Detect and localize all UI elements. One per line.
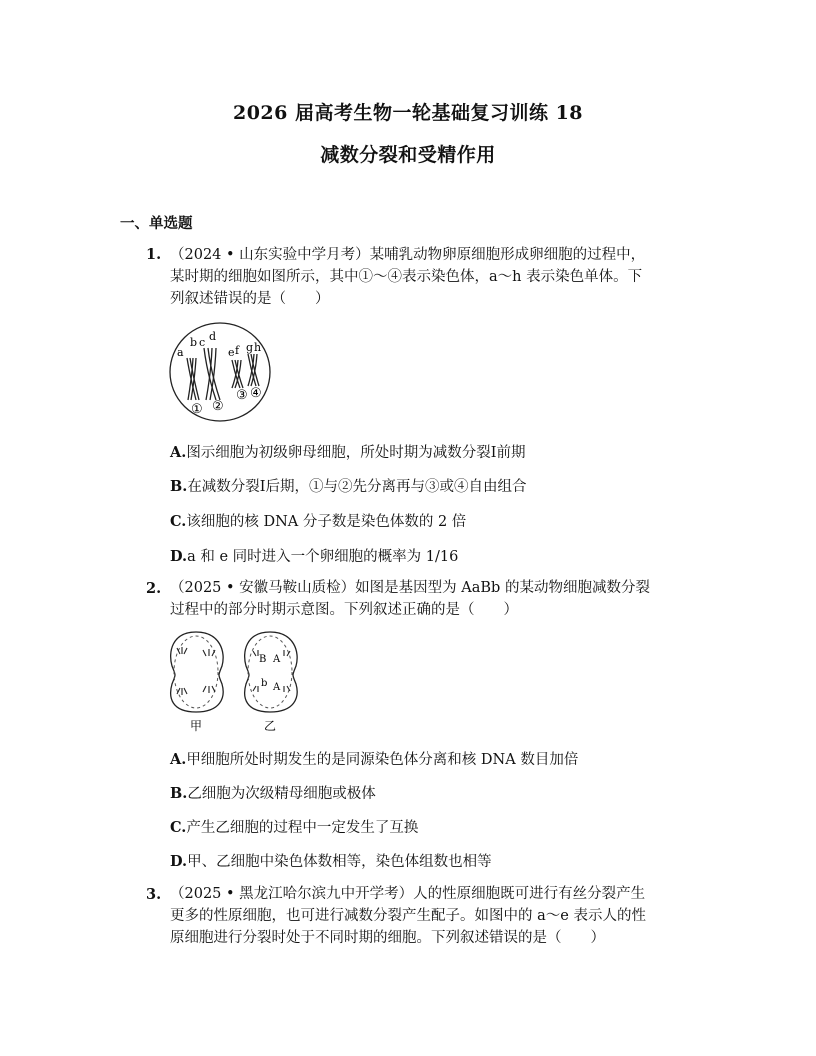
question-2-option-a: A.甲细胞所处时期发生的是同源染色体分离和核 DNA 数目加倍 xyxy=(170,751,579,768)
question-1-option-c: C.该细胞的核 DNA 分子数是染色体数的 2 倍 xyxy=(170,513,467,530)
question-2-option-b: B.乙细胞为次级精母细胞或极体 xyxy=(170,785,376,802)
question-3-stem xyxy=(170,883,710,949)
label-circle-3: ③ xyxy=(236,388,248,403)
chromosome-3 xyxy=(232,360,243,388)
label-yi-A-top: A xyxy=(273,654,281,665)
cell-yi-outline xyxy=(245,632,297,712)
question-3-line: 原细胞进行分裂时处于不同时期的细胞。下列叙述错误的是（ ） xyxy=(170,930,605,946)
question-1-option-a: A.图示细胞为初级卵母细胞，所处时期为减数分裂Ⅰ前期 xyxy=(170,444,526,461)
label-circle-1: ① xyxy=(191,402,203,417)
document-title: 2026 届高考生物一轮基础复习训练 18 xyxy=(232,102,584,124)
label-d: d xyxy=(209,330,217,343)
question-2-number: 2. xyxy=(146,580,162,597)
question-1-option-b: B.在减数分裂Ⅰ后期，①与②先分离再与③或④自由组合 xyxy=(170,478,527,495)
section-heading: 一、单选题 xyxy=(120,215,193,232)
question-3-line: （2025 • 黑龙江哈尔滨九中开学考）人的性原细胞既可进行有丝分裂产生 xyxy=(170,886,646,902)
chromosome-1 xyxy=(187,358,199,400)
label-a: a xyxy=(177,346,184,359)
question-2-option-d: D.甲、乙细胞中染色体数相等，染色体组数也相等 xyxy=(170,853,492,870)
cell-jia-outline xyxy=(171,632,223,712)
question-2-line: （2025 • 安徽马鞍山质检）如图是基因型为 AaBb 的某动物细胞减数分裂 xyxy=(170,580,650,596)
question-1-number: 1. xyxy=(146,246,162,263)
question-1-line: 某时期的细胞如图所示，其中①～④表示染色体，a～h 表示染色单体。下 xyxy=(170,269,643,285)
label-circle-4: ④ xyxy=(250,386,262,401)
label-yi: 乙 xyxy=(264,719,277,733)
label-c: c xyxy=(199,336,206,349)
document-subtitle: 减数分裂和受精作用 xyxy=(320,144,496,166)
question-1-option-d: D.a 和 e 同时进入一个卵细胞的概率为 1/16 xyxy=(170,548,459,565)
question-3-line: 更多的性原细胞，也可进行减数分裂产生配子。如图中的 a～e 表示人的性 xyxy=(170,908,646,924)
label-circle-2: ② xyxy=(212,399,224,414)
question-1-line: （2024 • 山东实验中学月考）某哺乳动物卵原细胞形成卵细胞的过程中， xyxy=(170,247,646,263)
question-1-line: 列叙述错误的是（ ） xyxy=(170,291,330,307)
label-b: b xyxy=(190,336,198,349)
question-2-line: 过程中的部分时期示意图。下列叙述正确的是（ ） xyxy=(170,602,518,618)
label-h: h xyxy=(254,341,262,354)
question-2-option-c: C.产生乙细胞的过程中一定发生了互换 xyxy=(170,819,419,836)
label-f: f xyxy=(235,344,240,357)
label-e: e xyxy=(228,346,235,359)
question-2-stem xyxy=(170,577,710,621)
question-2-figure xyxy=(166,630,306,734)
label-yi-b: b xyxy=(261,678,268,689)
label-yi-B: B xyxy=(259,654,267,665)
chromosome-4 xyxy=(248,354,259,386)
chromosomes-jia xyxy=(177,647,215,695)
question-3-number: 3. xyxy=(146,886,162,903)
label-yi-A-bottom: A xyxy=(273,682,281,693)
chromosome-2 xyxy=(204,348,220,400)
label-jia: 甲 xyxy=(190,719,203,733)
question-1-figure xyxy=(166,318,278,424)
question-1-stem xyxy=(170,244,710,310)
label-g: g xyxy=(246,341,254,354)
